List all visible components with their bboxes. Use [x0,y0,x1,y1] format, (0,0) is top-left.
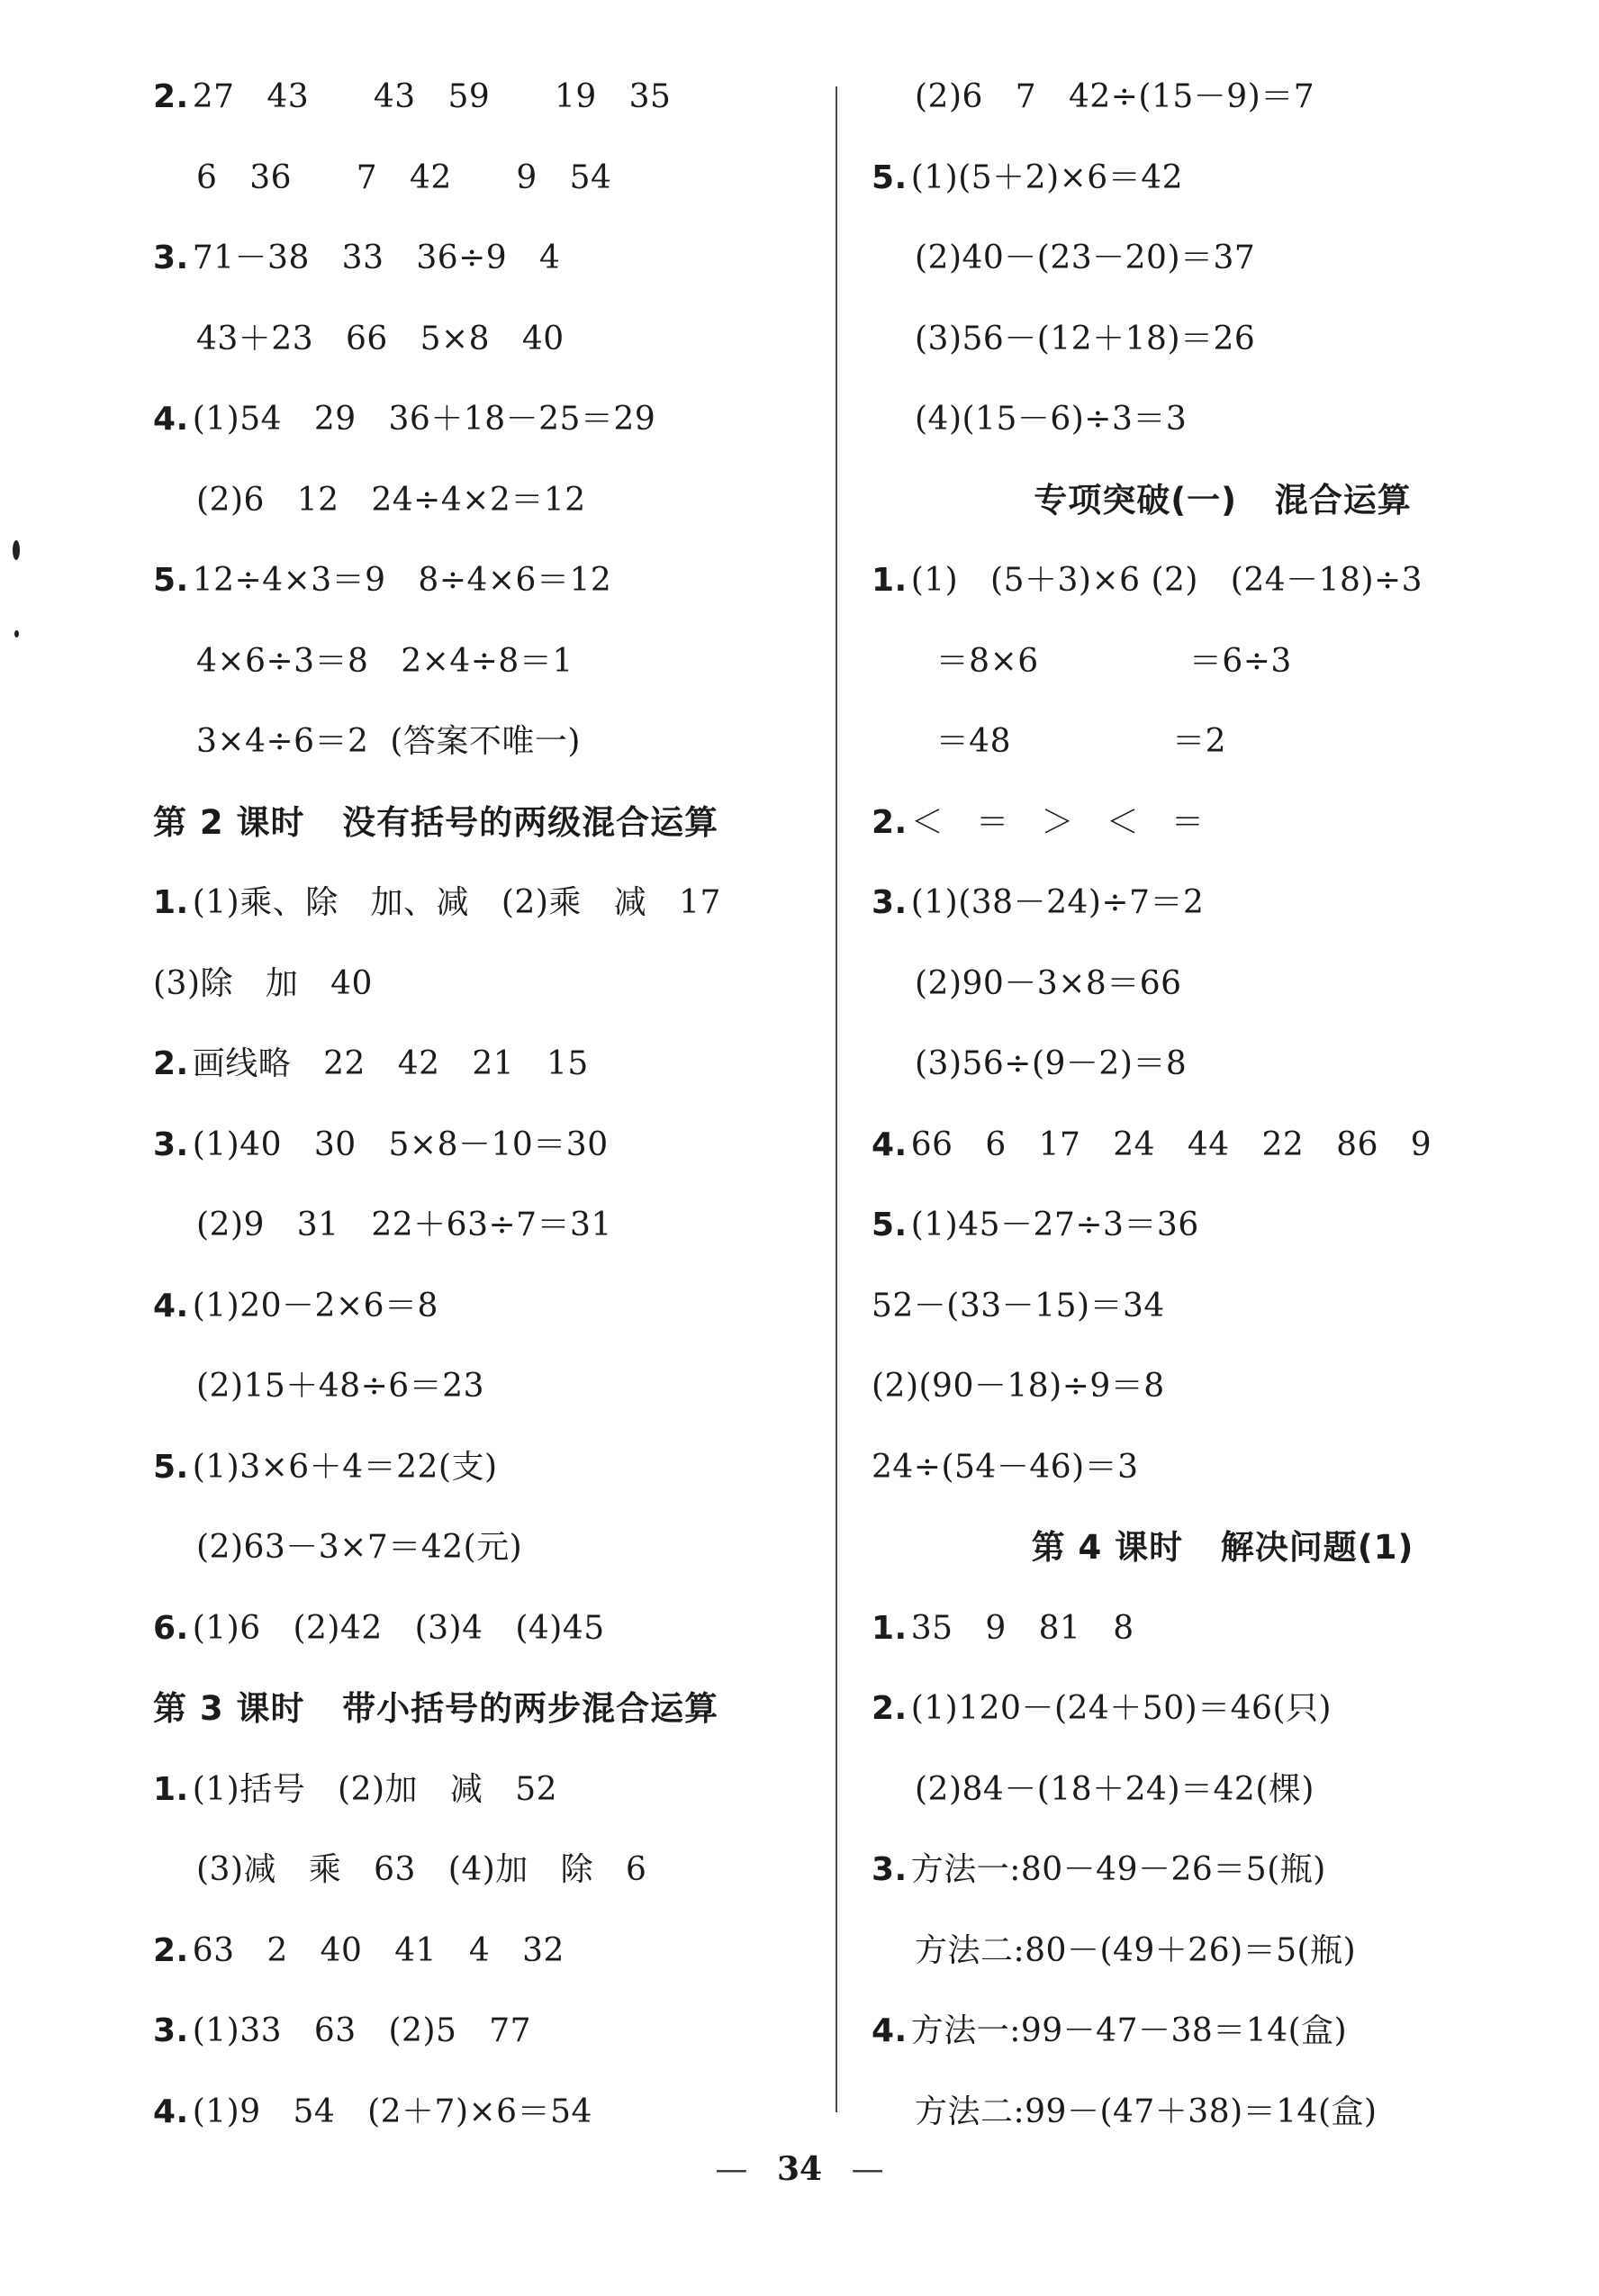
question-number: 5. [872,1207,908,1243]
answer-text: 4×6÷3＝8 2×4÷8＝1 [196,642,574,680]
answer-text: (1)9 54 (2＋7)×6＝54 [192,2093,592,2130]
question-number: 2. [153,78,189,115]
answer-text: 27 43 43 59 19 35 [192,78,672,115]
scan-speck [14,630,19,637]
answer-text: (2)9 31 22＋63÷7＝31 [196,1207,612,1243]
answer-line [872,1041,1574,1122]
question-number: 4. [872,1125,908,1163]
answer-text: (1)120－(24＋50)＝46(只) [910,1690,1332,1727]
answer-text: 12÷4×3＝9 8÷4×6＝12 [192,562,612,599]
question-number: 5. [153,1448,189,1486]
question-number: 2. [872,1690,908,1727]
question-number: 4. [153,2093,189,2130]
answer-text: 方法二:99－(47＋38)＝14(盒) [915,2093,1378,2130]
answer-text: 66 6 17 24 44 22 86 9 [910,1125,1432,1163]
question-number: 1. [153,884,189,921]
answer-line [153,1363,819,1444]
answer-text: (1)(38－24)÷7＝2 [910,884,1205,921]
answer-line [872,1283,1574,1364]
answer-text: (4)(15－6)÷3＝3 [915,401,1188,438]
answer-line [153,719,819,800]
answer-text: ＝48 ＝2 [872,723,1227,760]
answer-text: (1)20－2×6＝8 [192,1287,438,1324]
question-number: 2. [153,1931,189,1969]
answer-line [153,1202,819,1283]
answer-line [872,2008,1574,2089]
scan-speck [13,540,20,560]
answer-line [153,316,819,397]
answer-text: ＝8×6 ＝6÷3 [872,642,1292,680]
answer-text: (2)15＋48÷6＝23 [196,1368,484,1405]
answer-text: (1)33 63 (2)5 77 [192,2012,532,2049]
column-divider [836,86,837,2112]
answer-text: 6 36 7 42 9 54 [196,158,612,196]
section-heading: 第 2 课时 没有括号的两级混合运算 [153,802,719,842]
answer-line [153,396,819,477]
answer-line [872,155,1574,236]
answer-line [872,396,1574,477]
answer-line [153,235,819,316]
answer-line [872,557,1574,638]
question-number: 1. [872,1609,908,1647]
answer-line [872,638,1574,719]
answer-line [153,1605,819,1686]
answer-line [872,1363,1574,1444]
answer-line [153,1847,819,1928]
answer-line [153,477,819,558]
answer-line [153,638,819,719]
question-number: 4. [872,2012,908,2049]
answer-line [872,1928,1574,2009]
answer-text: (1)6 (2)42 (3)4 (4)45 [192,1609,605,1647]
answer-text: (2)63－3×7＝42(元) [196,1529,523,1566]
question-number: 6. [153,1609,189,1647]
left-column [153,74,819,2169]
answer-text: 方法一:80－49－26＝5(瓶) [910,1851,1326,1888]
answer-line [872,1767,1574,1848]
answer-line [153,74,819,155]
answer-text: 画线略 22 42 21 15 [192,1045,589,1082]
answer-line [872,880,1574,961]
question-number: 3. [153,1125,189,1163]
section-heading: 专项突破(一) 混合运算 [1034,480,1412,520]
answer-text: (3)56－(12＋18)＝26 [915,320,1256,357]
answer-text: (1)括号 (2)加 减 52 [192,1770,558,1808]
answer-text: 24÷(54－46)＝3 [872,1448,1139,1486]
answer-line [153,1041,819,1122]
footer-dash-left: — [715,2151,748,2188]
answer-text: (1)乘、除 加、减 (2)乘 减 17 [192,884,721,921]
answer-text: (1)54 29 36＋18－25＝29 [192,401,656,438]
answer-text: (1)3×6＋4＝22(支) [192,1448,498,1486]
answer-text: 63 2 40 41 4 32 [192,1931,565,1969]
answer-line [153,1444,819,1525]
question-number: 1. [872,562,908,599]
answer-text: (3)除 加 40 [153,964,373,1002]
answer-text: 方法一:99－47－38＝14(盒) [910,2012,1348,2049]
answer-text: (2)90－3×8＝66 [915,964,1182,1002]
answer-line [872,74,1574,155]
answer-line [153,2008,819,2089]
question-number: 1. [153,1770,189,1808]
answer-text: 3×4÷6＝2 (答案不唯一) [196,723,581,760]
answer-text: (2)6 12 24÷4×2＝12 [196,481,586,519]
answer-line [872,1444,1574,1525]
answer-line [153,557,819,638]
answer-text: (1)45－27÷3＝36 [910,1207,1199,1243]
answer-text: (2)6 7 42÷(15－9)＝7 [915,78,1315,115]
page-footer [0,2150,1599,2188]
answer-text: (1)40 30 5×8－10＝30 [192,1125,609,1163]
answer-text: 71－38 33 36÷9 4 [192,240,561,276]
answer-line [153,1928,819,2009]
section-heading: 第 4 课时 解决问题(1) [1031,1528,1414,1567]
question-number: 2. [872,803,908,841]
answer-text: (2)84－(18＋24)＝42(棵) [915,1770,1314,1808]
question-number: 5. [872,158,908,196]
answer-text: (2)40－(23－20)＝37 [915,240,1256,276]
answer-text: ＜ ＝ ＞ ＜ ＝ [910,803,1205,841]
answer-line [872,1202,1574,1283]
section-heading: 第 3 课时 带小括号的两步混合运算 [153,1689,719,1728]
answer-line [153,1122,819,1203]
answer-text: (3)56÷(9－2)＝8 [915,1045,1188,1082]
answer-line [872,1605,1574,1686]
question-number: 3. [153,2012,189,2049]
answer-line [153,961,819,1042]
page-number: 34 [776,2150,823,2188]
answer-line [872,800,1574,881]
answer-text: 方法二:80－(49＋26)＝5(瓶) [915,1931,1357,1969]
question-number: 2. [153,1045,189,1082]
footer-dash-right: — [851,2151,884,2188]
answer-text: 43＋23 66 5×8 40 [196,320,565,357]
question-number: 3. [153,240,189,276]
answer-line [872,1847,1574,1928]
answer-line [872,961,1574,1042]
answer-line [153,155,819,236]
answer-line [872,719,1574,800]
answer-text: 52－(33－15)＝34 [872,1287,1165,1324]
question-number: 4. [153,1287,189,1324]
answer-line [153,1767,819,1848]
right-column [872,74,1574,2169]
answer-line [872,1122,1574,1203]
answer-text: (3)减 乘 63 (4)加 除 6 [196,1851,647,1888]
answer-text: (1) (5＋3)×6 (2) (24－18)÷3 [910,562,1423,599]
answer-line [872,235,1574,316]
answer-line [153,1283,819,1364]
answer-line [153,880,819,961]
answer-text: 35 9 81 8 [910,1609,1134,1647]
answer-line [872,316,1574,397]
answer-text: (2)(90－18)÷9＝8 [872,1368,1165,1405]
answer-line [153,1524,819,1605]
answer-line [872,1686,1574,1767]
answer-text: (1)(5＋2)×6＝42 [910,158,1184,196]
question-number: 4. [153,401,189,438]
question-number: 3. [872,884,908,921]
question-number: 5. [153,562,189,599]
question-number: 3. [872,1851,908,1888]
